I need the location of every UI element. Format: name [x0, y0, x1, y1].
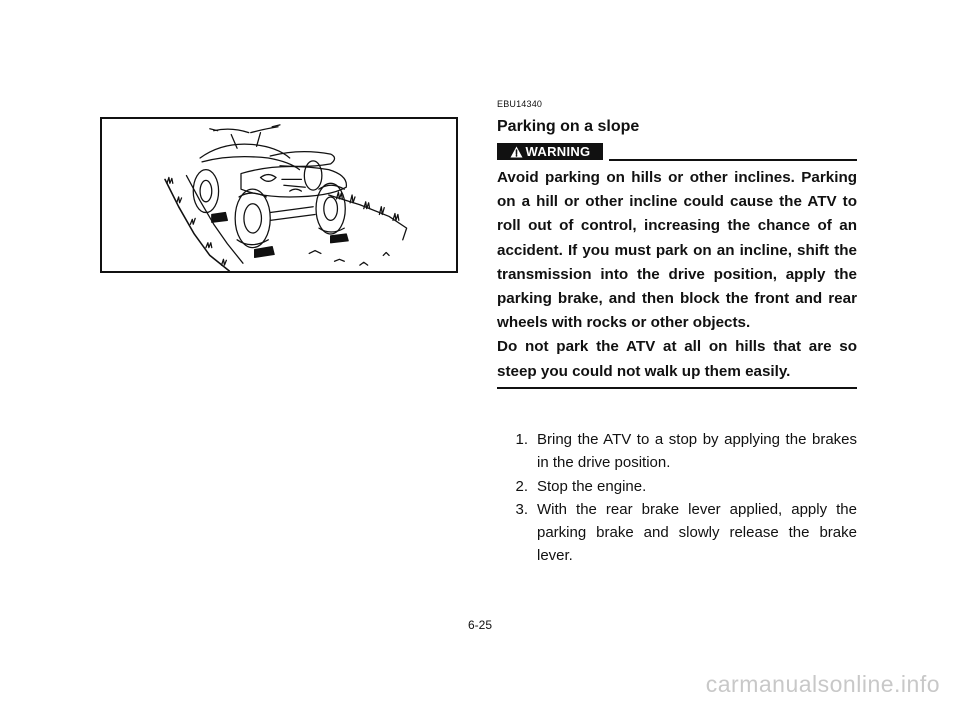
step-number: 1.	[515, 431, 528, 448]
watermark: carmanualsonline.info	[705, 671, 940, 697]
section-heading: Parking on a slope	[497, 118, 640, 135]
warning-paragraph: Do not park the ATV at all on hills that are so steep you could not walk up them easily.	[497, 338, 857, 380]
step-text: Bring the ATV to a stop by applying the brakes in the drive position.	[537, 431, 857, 472]
list-item	[497, 428, 857, 475]
list-item	[497, 498, 857, 568]
warning-body	[497, 166, 857, 384]
warning-top-rule	[609, 159, 857, 161]
procedure-steps	[497, 428, 857, 568]
atv-parked-on-slope-illustration	[100, 117, 458, 273]
warning-badge	[497, 143, 603, 160]
section-code: EBU14340	[497, 99, 543, 109]
warning-triangle-icon	[510, 146, 523, 158]
step-text: Stop the engine.	[537, 477, 647, 495]
warning-bottom-rule	[497, 387, 857, 389]
step-number: 3.	[515, 500, 528, 518]
warning-badge-label: WARNING	[525, 144, 591, 159]
step-number: 2.	[515, 477, 528, 495]
step-text: With the rear brake lever applied, apply the parking brake and slowly release the brake lever.	[537, 500, 857, 565]
page-number: 6-25	[467, 618, 493, 632]
warning-paragraph: Avoid parking on hills or other inclines. Parking on a hill or other incline could cause the ATV to roll out of control, increasing the chance of an accident. If you must park on an incline, shift the transmission into the drive position, apply the parking brake, and then block the front and rear wheels with rocks or other objects.	[497, 169, 857, 332]
list-item	[497, 475, 857, 498]
